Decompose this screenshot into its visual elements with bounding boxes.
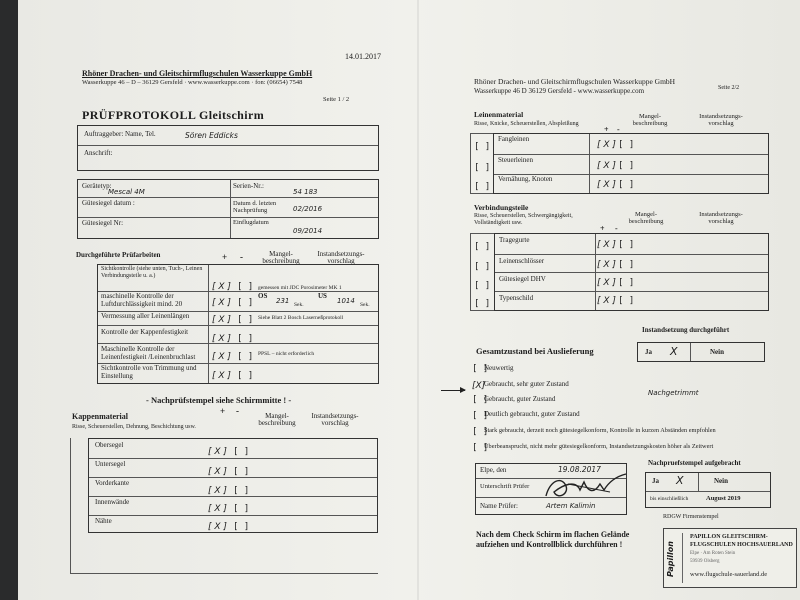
school-address: Wasserkuppe 46 – D – 36129 Gersfeld · www.wasserkuppe.com · fon: (06654) 7548 bbox=[82, 79, 303, 86]
plus-checkbox[interactable]: [ X ] bbox=[597, 278, 616, 288]
client-name: Sören Eddicks bbox=[185, 131, 238, 140]
last-check-label: Datum d. letzten Nachprüfung bbox=[233, 200, 277, 215]
company-stamp bbox=[663, 528, 797, 588]
seal-date-label: Gütesiegel datum : bbox=[82, 199, 135, 207]
condition-checkbox[interactable]: [ ] bbox=[472, 395, 489, 405]
device-type-label: Gerätetyp: bbox=[82, 182, 112, 190]
lines-label: Vernähung, Knoten bbox=[498, 175, 553, 183]
repair-header: Instandsetzungs-vorschlag bbox=[699, 113, 743, 127]
row-checkbox[interactable]: [ ] bbox=[474, 299, 491, 309]
signature-label: Unterschrift Prüfer bbox=[480, 483, 530, 490]
stamp-line: Elpe · Am Roten Stein bbox=[690, 551, 736, 556]
line-measure-note: Siehe Blatt 2 Bosch Laserneßprotokoll bbox=[258, 315, 344, 321]
stamp-line: PAPILLON GLEITSCHIRM- bbox=[690, 534, 768, 540]
repair-box bbox=[637, 342, 765, 362]
place-label: Elpe, den bbox=[480, 466, 507, 474]
stamp-yes-label: Ja bbox=[652, 477, 659, 485]
condition-label: Gebraucht, guter Zustand bbox=[484, 395, 556, 403]
connectors-title: Verbindungsteile bbox=[474, 203, 529, 212]
page-number-right: Seite 2/2 bbox=[718, 85, 740, 91]
check-label: Sichtkontrolle (siehe unten, Tuch-, Leinen Verbindungsteile u. a.) bbox=[101, 266, 203, 279]
plus-checkbox[interactable]: [ X ] bbox=[208, 504, 227, 514]
row-checkbox[interactable]: [ ] bbox=[474, 281, 491, 291]
stamp-note: - Nachprüfstempel siehe Schirmmitte ! - bbox=[146, 395, 292, 405]
minus-header: - bbox=[617, 125, 620, 134]
school-name-right: Rhöner Drachen- und Gleitschirmflugschulen Wasserkuppe GmbH bbox=[474, 77, 676, 86]
checks-title: Durchgeführte Prüfarbeiten bbox=[76, 251, 161, 259]
defects-header: Mangel-beschreibung bbox=[258, 412, 296, 428]
canopy-bottom-line bbox=[70, 573, 378, 574]
canopy-title: Kappenmaterial bbox=[72, 412, 128, 421]
stamp-website: www.flugschule-sauerland.de bbox=[690, 571, 768, 578]
plus-checkbox[interactable]: [ X ] bbox=[212, 315, 231, 325]
check-label: Vermessung aller Leinenlängen bbox=[101, 312, 190, 320]
last-check-date: 02/2016 bbox=[293, 205, 323, 213]
us-label: US bbox=[318, 292, 327, 300]
minus-checkbox[interactable]: [ ] bbox=[237, 315, 254, 325]
repair-header: Instandsetzungs-vorschlag bbox=[311, 412, 359, 428]
connectors-top-stub bbox=[470, 233, 494, 234]
inspector-name: Artem Kalimin bbox=[546, 502, 596, 510]
plus-checkbox[interactable]: [ X ] bbox=[208, 467, 227, 477]
inspection-date: 19.08.2017 bbox=[558, 465, 601, 474]
check-label: maschinelle Kontrolle der Luftdurchlässigkeit mind. 20 bbox=[101, 292, 183, 309]
school-address-right: Wasserkuppe 46 D 36129 Gersfeld - www.wasserkuppe.com bbox=[474, 87, 645, 95]
canopy-label: Obersegel bbox=[95, 441, 124, 449]
document-date: 14.01.2017 bbox=[345, 52, 381, 61]
minus-checkbox[interactable]: [ ] bbox=[618, 296, 635, 306]
defects-header: Mangel-beschreibung bbox=[262, 250, 300, 266]
plus-header: + bbox=[600, 224, 605, 233]
handwritten-signature bbox=[540, 466, 630, 506]
condition-label: Deutlich gebraucht, guter Zustand bbox=[484, 410, 580, 418]
seal-number-label: Gütesiegel Nr: bbox=[82, 219, 124, 227]
device-box bbox=[77, 179, 379, 239]
device-type: Mescal 4M bbox=[108, 188, 145, 196]
plus-checkbox[interactable]: [ X ] bbox=[212, 282, 231, 292]
serial-label: Serien-Nr.: bbox=[233, 182, 264, 190]
valid-until-label: bis einschließlich bbox=[650, 496, 689, 502]
repair-yes-mark[interactable]: X bbox=[670, 345, 678, 358]
connectors-label: Tragegurte bbox=[499, 236, 530, 244]
connectors-label: Typenschild bbox=[499, 294, 534, 302]
canopy-label: Nähte bbox=[95, 517, 112, 525]
condition-checkbox[interactable]: [ ] bbox=[472, 443, 489, 453]
minus-checkbox[interactable]: [ ] bbox=[618, 180, 635, 190]
condition-note: Nachgetrimmt bbox=[648, 389, 699, 397]
canopy-label: Innenwände bbox=[95, 498, 130, 506]
minus-checkbox[interactable]: [ ] bbox=[237, 282, 254, 292]
stamp-line: FLUGSCHULEN HOCHSAUERLAND bbox=[690, 542, 793, 548]
plus-checkbox[interactable]: [ X ] bbox=[208, 486, 227, 496]
stamp-line: 59939 Olsberg bbox=[690, 559, 720, 564]
plus-checkbox[interactable]: [ X ] bbox=[597, 180, 616, 190]
defects-header: Mangel-beschreibung bbox=[632, 113, 668, 127]
minus-checkbox[interactable]: [ ] bbox=[618, 278, 635, 288]
plus-header: + bbox=[222, 252, 228, 262]
minus-checkbox[interactable]: [ ] bbox=[237, 334, 254, 344]
minus-checkbox[interactable]: [ ] bbox=[233, 504, 250, 514]
canopy-label: Untersegel bbox=[95, 460, 126, 468]
inspector-name-label: Name Prüfer: bbox=[480, 502, 518, 510]
minus-checkbox[interactable]: [ ] bbox=[233, 486, 250, 496]
minus-checkbox[interactable]: [ ] bbox=[618, 260, 635, 270]
minus-checkbox[interactable]: [ ] bbox=[618, 140, 635, 150]
client-address-label: Anschrift: bbox=[84, 149, 113, 157]
lines-label: Steuerleinen bbox=[498, 156, 533, 164]
row-checkbox[interactable]: [ ] bbox=[474, 182, 491, 192]
minus-header: - bbox=[615, 224, 618, 233]
condition-label: Stark gebraucht, derzeit noch gütesiegelkonform, Kontrolle in kurzen Abständen empfohlen bbox=[484, 427, 716, 434]
condition-checkbox[interactable]: [ ] bbox=[472, 427, 489, 437]
plus-checkbox[interactable]: [ X ] bbox=[597, 240, 616, 250]
os-value: 231 bbox=[276, 297, 290, 305]
check-label: Kontrolle der Kappenfestigkeit bbox=[101, 328, 189, 336]
school-name: Rhöner Drachen- und Gleitschirmflugschulen Wasserkuppe GmbH bbox=[82, 69, 313, 78]
plus-checkbox[interactable]: [ X ] bbox=[212, 298, 231, 308]
plus-checkbox[interactable]: [ X ] bbox=[208, 522, 227, 532]
minus-header: - bbox=[240, 252, 243, 262]
porosimeter-note: gemessen mit JDC Porosimeter MK 1 bbox=[258, 285, 342, 291]
canopy-subtitle: Risse, Scheuerstellen, Dehnung, Beschichtung usw. bbox=[72, 424, 196, 430]
plus-checkbox[interactable]: [ X ] bbox=[212, 334, 231, 344]
condition-label: Gebraucht, sehr guter Zustand bbox=[484, 380, 569, 388]
condition-checkbox[interactable]: [X] bbox=[472, 381, 486, 391]
minus-checkbox[interactable]: [ ] bbox=[618, 240, 635, 250]
stamp-yes-mark[interactable]: X bbox=[676, 474, 684, 487]
document-title: PRÜFPROTOKOLL Gleitschirm bbox=[82, 108, 265, 122]
stamp-applied-box bbox=[645, 472, 771, 508]
connectors-label: Leinenschlösser bbox=[499, 257, 545, 265]
serial-number: 54 183 bbox=[293, 188, 318, 196]
client-box bbox=[77, 125, 379, 171]
pointer-arrow bbox=[441, 390, 465, 391]
closing-note: Nach dem Check Schirm im flachen Gelände aufziehen und Kontrollblick durchführen ! bbox=[476, 530, 630, 550]
connectors-subtitle: Risse, Scheuerstellen, Schwergängigkeit, Vollständigkeit usw. bbox=[474, 213, 573, 226]
repair-no-label: Nein bbox=[710, 348, 724, 356]
lines-bottom-stub bbox=[470, 193, 493, 194]
plus-checkbox[interactable]: [ X ] bbox=[597, 260, 616, 270]
connectors-bottom-stub bbox=[470, 310, 494, 311]
canopy-label: Vorderkante bbox=[95, 479, 130, 487]
minus-checkbox[interactable]: [ ] bbox=[237, 371, 254, 381]
condition-label: Neuwertig bbox=[484, 364, 514, 372]
defects-header: Mangel-beschreibung bbox=[628, 211, 664, 225]
page-number: Seite 1 / 2 bbox=[323, 96, 350, 103]
plus-checkbox[interactable]: [ X ] bbox=[597, 161, 616, 171]
condition-label: Überbeansprucht, nicht mehr gütesiegelkonform, Instandsetzungskosten höher als Zeitwert bbox=[484, 443, 714, 450]
connectors-label: Gütesiegel DHV bbox=[499, 275, 546, 283]
stamp-no-label: Nein bbox=[714, 477, 728, 485]
lines-top-stub bbox=[470, 133, 493, 134]
row-checkbox[interactable]: [ ] bbox=[474, 242, 491, 252]
brand-name: Papillon bbox=[665, 541, 675, 577]
repair-header: Instandsetzungs-vorschlag bbox=[317, 250, 365, 266]
flight-date: 09/2014 bbox=[293, 227, 323, 235]
company-stamp-label: RDGW Firmenstempel bbox=[663, 514, 719, 520]
minus-checkbox[interactable]: [ ] bbox=[618, 161, 635, 171]
canopy-margin-line bbox=[70, 438, 71, 573]
stamp-box-title: Nachpruefstempel aufgebracht bbox=[648, 459, 741, 467]
plus-checkbox[interactable]: [ X ] bbox=[208, 447, 227, 457]
client-label: Auftraggeber: Name, Tel. bbox=[84, 130, 156, 138]
repair-yes-label: Ja bbox=[645, 348, 652, 356]
page-fold bbox=[417, 0, 419, 600]
flight-date-label: Einflugdatum bbox=[233, 219, 269, 226]
lines-title: Leinenmaterial bbox=[474, 110, 524, 119]
minus-checkbox[interactable]: [ ] bbox=[237, 298, 254, 308]
plus-header: + bbox=[220, 406, 226, 416]
condition-title: Gesamtzustand bei Auslieferung bbox=[476, 346, 594, 356]
valid-until: August 2019 bbox=[706, 495, 741, 502]
connectors-margin-line bbox=[470, 233, 471, 311]
line-strength-note: PPSL – nicht erforderlich bbox=[258, 351, 315, 357]
check-label: Sichtkontrolle von Trimmung und Einstellung bbox=[101, 364, 197, 381]
minus-checkbox[interactable]: [ ] bbox=[237, 352, 254, 362]
plus-checkbox[interactable]: [ X ] bbox=[597, 296, 616, 306]
row-checkbox[interactable]: [ ] bbox=[474, 142, 491, 152]
us-value: 1014 bbox=[337, 297, 355, 305]
plus-header: + bbox=[604, 125, 609, 134]
plus-checkbox[interactable]: [ X ] bbox=[212, 371, 231, 381]
lines-subtitle: Risse, Knicke, Scheuerstellen, Abspleißung bbox=[474, 121, 579, 127]
row-checkbox[interactable]: [ ] bbox=[474, 262, 491, 272]
minus-header: - bbox=[236, 406, 239, 416]
minus-checkbox[interactable]: [ ] bbox=[233, 447, 250, 457]
condition-checkbox[interactable]: [ ] bbox=[472, 364, 489, 374]
minus-checkbox[interactable]: [ ] bbox=[233, 467, 250, 477]
us-unit: Sek. bbox=[360, 302, 370, 308]
minus-checkbox[interactable]: [ ] bbox=[233, 522, 250, 532]
os-unit: Sek. bbox=[294, 302, 304, 308]
repair-title: Instandsetzung durchgeführt bbox=[642, 326, 730, 334]
os-label: OS bbox=[258, 292, 268, 300]
plus-checkbox[interactable]: [ X ] bbox=[212, 352, 231, 362]
papillon-logo bbox=[666, 533, 683, 583]
check-label: Maschinelle Kontrolle der Leinenfestigkeit /Leinenbruchlast bbox=[101, 345, 196, 362]
lines-margin-line bbox=[470, 133, 471, 194]
plus-checkbox[interactable]: [ X ] bbox=[597, 140, 616, 150]
lines-label: Fangleinen bbox=[498, 135, 530, 143]
condition-checkbox[interactable]: [ ] bbox=[472, 411, 489, 421]
repair-header: Instandsetzungs-vorschlag bbox=[699, 211, 743, 225]
row-checkbox[interactable]: [ ] bbox=[474, 163, 491, 173]
